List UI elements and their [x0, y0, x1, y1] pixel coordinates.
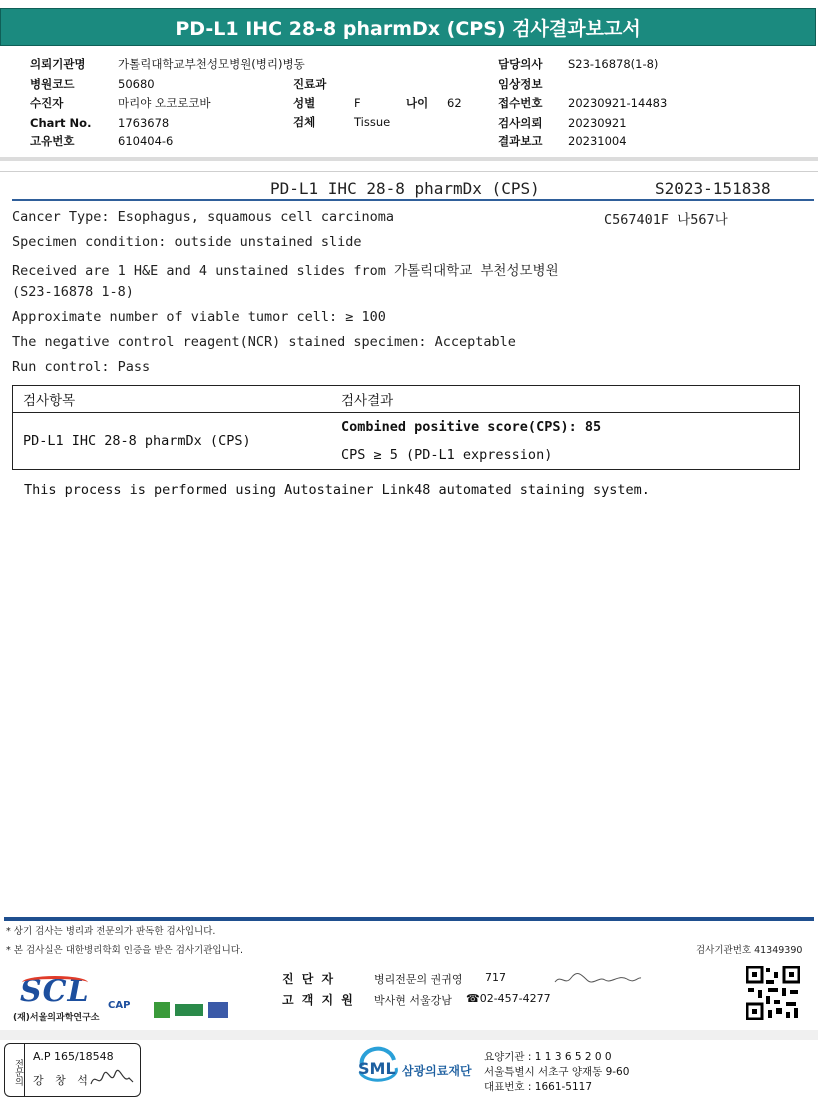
- cap-logo: CAP: [108, 1000, 131, 1011]
- stamp-line-1: A.P 165/18548: [33, 1050, 114, 1063]
- hospital-value: 가톨릭대학교부천성모병원(병리)병동: [118, 57, 305, 71]
- receipt-label: 접수번호: [498, 96, 543, 110]
- specialist-stamp: [4, 1043, 141, 1097]
- col-header-item: 검사항목: [13, 386, 332, 413]
- report-line: Run control: Pass: [12, 359, 151, 375]
- footer-rule: [4, 917, 814, 921]
- phone: 대표번호 : 1661-5117: [484, 1081, 593, 1093]
- test-item: PD-L1 IHC 28-8 pharmDx (CPS): [13, 413, 332, 470]
- diagnostician-value: 병리전문의 권귀영: [374, 973, 463, 986]
- qr-code-icon: [746, 966, 800, 1020]
- col-header-result: 검사결과: [331, 386, 800, 413]
- stamp-line-2: 강 창 석: [33, 1074, 92, 1087]
- patient-label: 수진자: [30, 96, 64, 110]
- footer-note-2: * 본 검사실은 대한병리학회 인증을 받은 검사기관입니다.: [6, 945, 243, 956]
- org-code: 요양기관 : 1 1 3 6 5 2 0 0: [484, 1051, 612, 1063]
- report-date-label: 결과보고: [498, 134, 543, 148]
- cps-interpretation: CPS ≥ 5 (PD-L1 expression): [341, 447, 553, 463]
- chart-label: Chart No.: [30, 116, 92, 130]
- request-label: 검사의뢰: [498, 116, 543, 130]
- report-line: Cancer Type: Esophagus, squamous cell carcinoma: [12, 209, 395, 225]
- stamp-label: 전문의: [5, 1044, 25, 1096]
- report-date-value: 20231004: [568, 134, 627, 148]
- request-value: 20230921: [568, 116, 627, 130]
- header-separator: [0, 157, 818, 161]
- report-line: Specimen condition: outside unstained slide: [12, 234, 362, 250]
- footer-band: [0, 1030, 818, 1040]
- support-phone: ☎02-457-4277: [466, 992, 551, 1005]
- diagnostician-label: 진 단 자: [282, 972, 336, 986]
- table-row: [13, 413, 800, 470]
- scl-name: (재)서울의과학연구소: [13, 1013, 100, 1023]
- doctor-value: S23-16878(1-8): [568, 57, 659, 71]
- test-result-cell: [331, 413, 800, 470]
- heading-rule: [12, 199, 814, 201]
- specimen-value: Tissue: [354, 115, 391, 129]
- report-title: PD-L1 IHC 28-8 pharmDx (CPS) 검사결과보고서: [0, 8, 816, 46]
- doctor-label: 담당의사: [498, 57, 543, 71]
- chart-value: 1763678: [118, 116, 170, 130]
- sml-name: 삼광의료재단: [402, 1064, 472, 1078]
- age-label: 나이: [406, 96, 429, 110]
- stamp-signature: [89, 1068, 135, 1090]
- scl-logo-arc: [22, 976, 88, 989]
- patient-value: 마리야 오코로코바: [118, 96, 211, 110]
- sex-label: 성별: [293, 96, 316, 110]
- lab-number: 검사기관번호 41349390: [696, 945, 803, 956]
- specimen-label: 검체: [293, 115, 316, 129]
- report-line: Received are 1 H&E and 4 unstained slides from 가톨릭대학교 부천성모병원: [12, 263, 559, 279]
- age-value: 62: [447, 96, 462, 110]
- diagnostician-signature: [553, 968, 643, 990]
- code-value: 50680: [118, 77, 155, 91]
- code-label: 병원코드: [30, 77, 75, 91]
- cert-logo: [175, 1004, 203, 1016]
- support-value: 박사현 서울강남: [374, 994, 452, 1007]
- header-separator-thin: [0, 171, 818, 172]
- block-code: C567401F 나567나: [604, 212, 728, 228]
- hospital-label: 의뢰기관명: [30, 57, 86, 71]
- table-header-row: [13, 386, 800, 413]
- footer-note-1: * 상기 검사는 병리과 전문의가 판독한 검사입니다.: [6, 926, 216, 937]
- cps-score: Combined positive score(CPS): 85: [341, 419, 602, 435]
- scl-logo: SCL: [20, 974, 90, 1009]
- report-number: S2023-151838: [655, 179, 771, 198]
- diagnostician-number: 717: [485, 971, 506, 984]
- cert-logo: [208, 1002, 228, 1018]
- receipt-value: 20230921-14483: [568, 96, 668, 110]
- support-label: 고 객 지 원: [282, 993, 355, 1007]
- result-table: [12, 385, 800, 470]
- report-line: (S23-16878 1-8): [12, 284, 134, 300]
- sml-logo-text: SML: [358, 1059, 396, 1078]
- id-label: 고유번호: [30, 134, 75, 148]
- clinical-label: 임상정보: [498, 77, 543, 91]
- address: 서울특별시 서초구 양재동 9-60: [484, 1066, 630, 1078]
- id-value: 610404-6: [118, 134, 174, 148]
- report-line: Approximate number of viable tumor cell: ≥ 100: [12, 309, 386, 325]
- dept-label: 진료과: [293, 77, 327, 91]
- report-line: The negative control reagent(NCR) stained specimen: Acceptable: [12, 334, 516, 350]
- report-heading: PD-L1 IHC 28-8 pharmDx (CPS): [270, 179, 540, 198]
- cert-logo: [154, 1002, 170, 1018]
- sex-value: F: [354, 96, 361, 110]
- process-note: This process is performed using Autostainer Link48 automated staining system.: [24, 482, 650, 498]
